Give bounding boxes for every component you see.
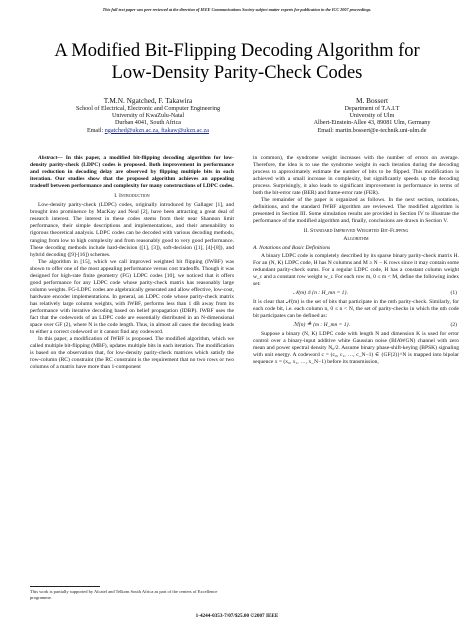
section-heading-introduction: I. Introduction: [114, 193, 150, 200]
footnote-divider: [30, 586, 100, 587]
title-line-1: A Modified Bit-Flipping Decoding Algorithm for: [54, 41, 420, 61]
abstract-body: — In this paper, a modified bit-flipping decoding algorithm for low-density parity-check (LDPC) codes is proposed. Both improvement in performance and reduction in decoding delay are observed by flipping multiple bits in each iteration. Our studies show that the proposed algorithm achieves an appealing tradeoff between performance and complexity for many constructions of LDPC codes.: [30, 155, 234, 190]
affiliation-university-right: University of Ulm: [349, 112, 395, 119]
affiliation-address-right: Albert-Einstein-Allee 43, 89081 Ulm, Germany: [313, 120, 431, 127]
abstract: [30, 155, 234, 190]
equation-1-body: 𝒩(m) ≜ {n : H_mn = 1}.: [293, 289, 348, 296]
right-paragraph-4: It is clear that 𝒩(m) is the set of bits that participate in the mth parity-check. Similarly, for each code bit, i.e. each column n, 0 ≤ n < N, the set of parity-checks in which the nth code bit participates can be defined as:: [253, 298, 459, 319]
right-paragraph-3: A binary LDPC code is completely described by its sparse binary parity-check matrix H. For an (N, K) LDPC code, H has N columns and M ≥ N − K rows since it may contain some redundant parity-check sums. For a regular LDPC code, H has a constant column weight w_c and a constant row weight w_r. For each row m, 0 ≤ m < M, define the following index set:: [253, 252, 459, 287]
email-label: Email:: [86, 127, 105, 134]
affiliation-school: School of Electrical, Electronic and Computer Engineering: [75, 105, 220, 112]
section2-heading-line-2: Algorithm: [343, 235, 369, 242]
equation-2-number: (2): [450, 322, 457, 329]
right-paragraph-1: in common), the syndrome weight increases with the number of errors on average. Therefore, the idea is to use the syndrome weight in each iteration during the decoding process to approximately estimate the number of bits to be flipped. This modification is achieved with a small increase in complexity, but significantly speeds up the decoding process. Surprisingly, it also leads to significant improvement in performance in terms of both the bit-error rate (BER) and frame-error rate (FER).: [253, 155, 459, 197]
equation-1-number: (1): [450, 289, 457, 296]
equation-2: [253, 322, 459, 329]
author-block-right: [262, 96, 474, 135]
right-column: [253, 155, 459, 366]
footer-copyright: 1-4244-0353-7/07/$25.00 ©2007 IEEE: [195, 613, 279, 619]
intro-paragraph-2: The algorithm in [15], which we call improved weighted bit flipping (IWBF) was shown to offer one of the most appealing performance versus cost tradeoffs. Though it was designed for high-rate finite geometry (FG) LDPC codes [10], we noticed that it offers good performance for any LDPC code whose parity-check matrix has reasonably large column weights. FG-LDPC codes are algebraically generated and allow effective, low-cost, hardware encoder implementations. In general, an LDPC code whose parity-check matrix has relatively large column weights, with IWBF, performs less than 1 dB away from its performance with iterative decoding based on belief propagation (IDBP). IWBF uses the fact that the codewords of an LDPC code are essentially distributed in an N-dimensional space over GF (2), where N is the code length. Thus, in almost all cases the decoding leads to either a correct codeword or it cannot find any codeword.: [30, 258, 234, 336]
email-label: Email:: [317, 127, 336, 134]
email-line-right: [262, 128, 474, 135]
intro-paragraph-1: Low-density parity-check (LDPC) codes, originally introduced by Gallager [1], and brought into prominence by MacKay and Neal [2], have been attracting a great deal of research interest. The interest in these codes stems from their near Shannon limit performance, their simple descriptions and implementations, and their amenability to rigorous theoretical analysis. LDPC codes can be decoded with various decoding methods, ranging from low to high complexity and from reasonably good to very good performance. These decoding methods include hard-decision ([1], [3]), soft-decision ([1], [4]-[8]), and hybrid decoding ([9]-[16]) schemes.: [30, 202, 234, 258]
affiliation-university: University of KwaZulu-Natal: [111, 112, 185, 119]
subsection-heading-notations: A. Notations and Basic Definitions: [253, 244, 331, 251]
header-note: This full text paper was peer reviewed at the direction of IEEE Communications Society subject matter experts for publication in the ICC 2007 proceedings.: [102, 7, 372, 12]
email-right: martin.bossert@e-technik.uni-ulm.de: [335, 127, 427, 134]
section-heading-standard-iwbf: [253, 228, 459, 242]
intro-paragraph-3: In this paper, a modification of IWBF is proposed. The modified algorithm, which we called multiple bit-flipping (MBF), updates multiple bits in each iteration. The modification is based on the observation that, for low-density parity-check matrices which satisfy the row-column (RC) constraint (the RC constraint is the requirement that no two rows or two columns of a matrix have more than 1-component: [30, 336, 234, 371]
author-names-left: T.M.N. Ngatched, F. Takawira: [103, 96, 193, 105]
right-paragraph-5: Suppose a binary (N, K) LDPC code with length N and dimension K is used for error control over a binary-input additive white Gaussian noise (BIAWGN) channel with zero mean and power spectral density N₀/2. Assume binary phase-shift-keying (BPSK) signaling with unit energy. A codeword c = (c₀, c₁, …, c_N−1) ∈ {GF(2)}^N is mapped into bipolar sequence x = (x₀, x₁, …, x_N−1) before its transmission,: [253, 331, 459, 366]
section2-heading-line-1: II. Standard Improved Weighted Bit-Flipping: [303, 228, 409, 235]
left-column: [30, 155, 234, 371]
title-line-2: Low-Density Parity-Check Codes: [111, 63, 363, 83]
email-link-left[interactable]: ngatched@ukzn.ac.za, ftakaw@ukzn.ac.za: [104, 127, 210, 134]
abstract-lead: Abstract: [38, 155, 58, 161]
right-paragraph-2: The remainder of the paper is organized as follows. In the next section, notations, definitions, and the standard IWBF algorithm are reviewed. The modified algorithm is presented in Section III. Some simulation results are provided in Section IV to illustrate the performance of the modified algorithm and, finally, conclusions are drawn in Section V.: [253, 197, 459, 225]
equation-2-body: ℳ(n) ≜ {m : H_mn = 1}.: [293, 322, 351, 329]
affiliation-department: Department of T.A.I.T: [344, 105, 400, 112]
email-line-left: [48, 128, 248, 135]
affiliation-address: Durban 4041, South Africa: [114, 120, 181, 127]
footnote: This work is partially supported by Alcatel and Telkom South Africa as part of the centers of Excellence programme.: [30, 589, 218, 600]
paper-title: [20, 40, 454, 84]
equation-1: [253, 290, 459, 297]
author-names-right: M. Bossert: [355, 96, 389, 105]
author-block-left: [48, 96, 248, 135]
